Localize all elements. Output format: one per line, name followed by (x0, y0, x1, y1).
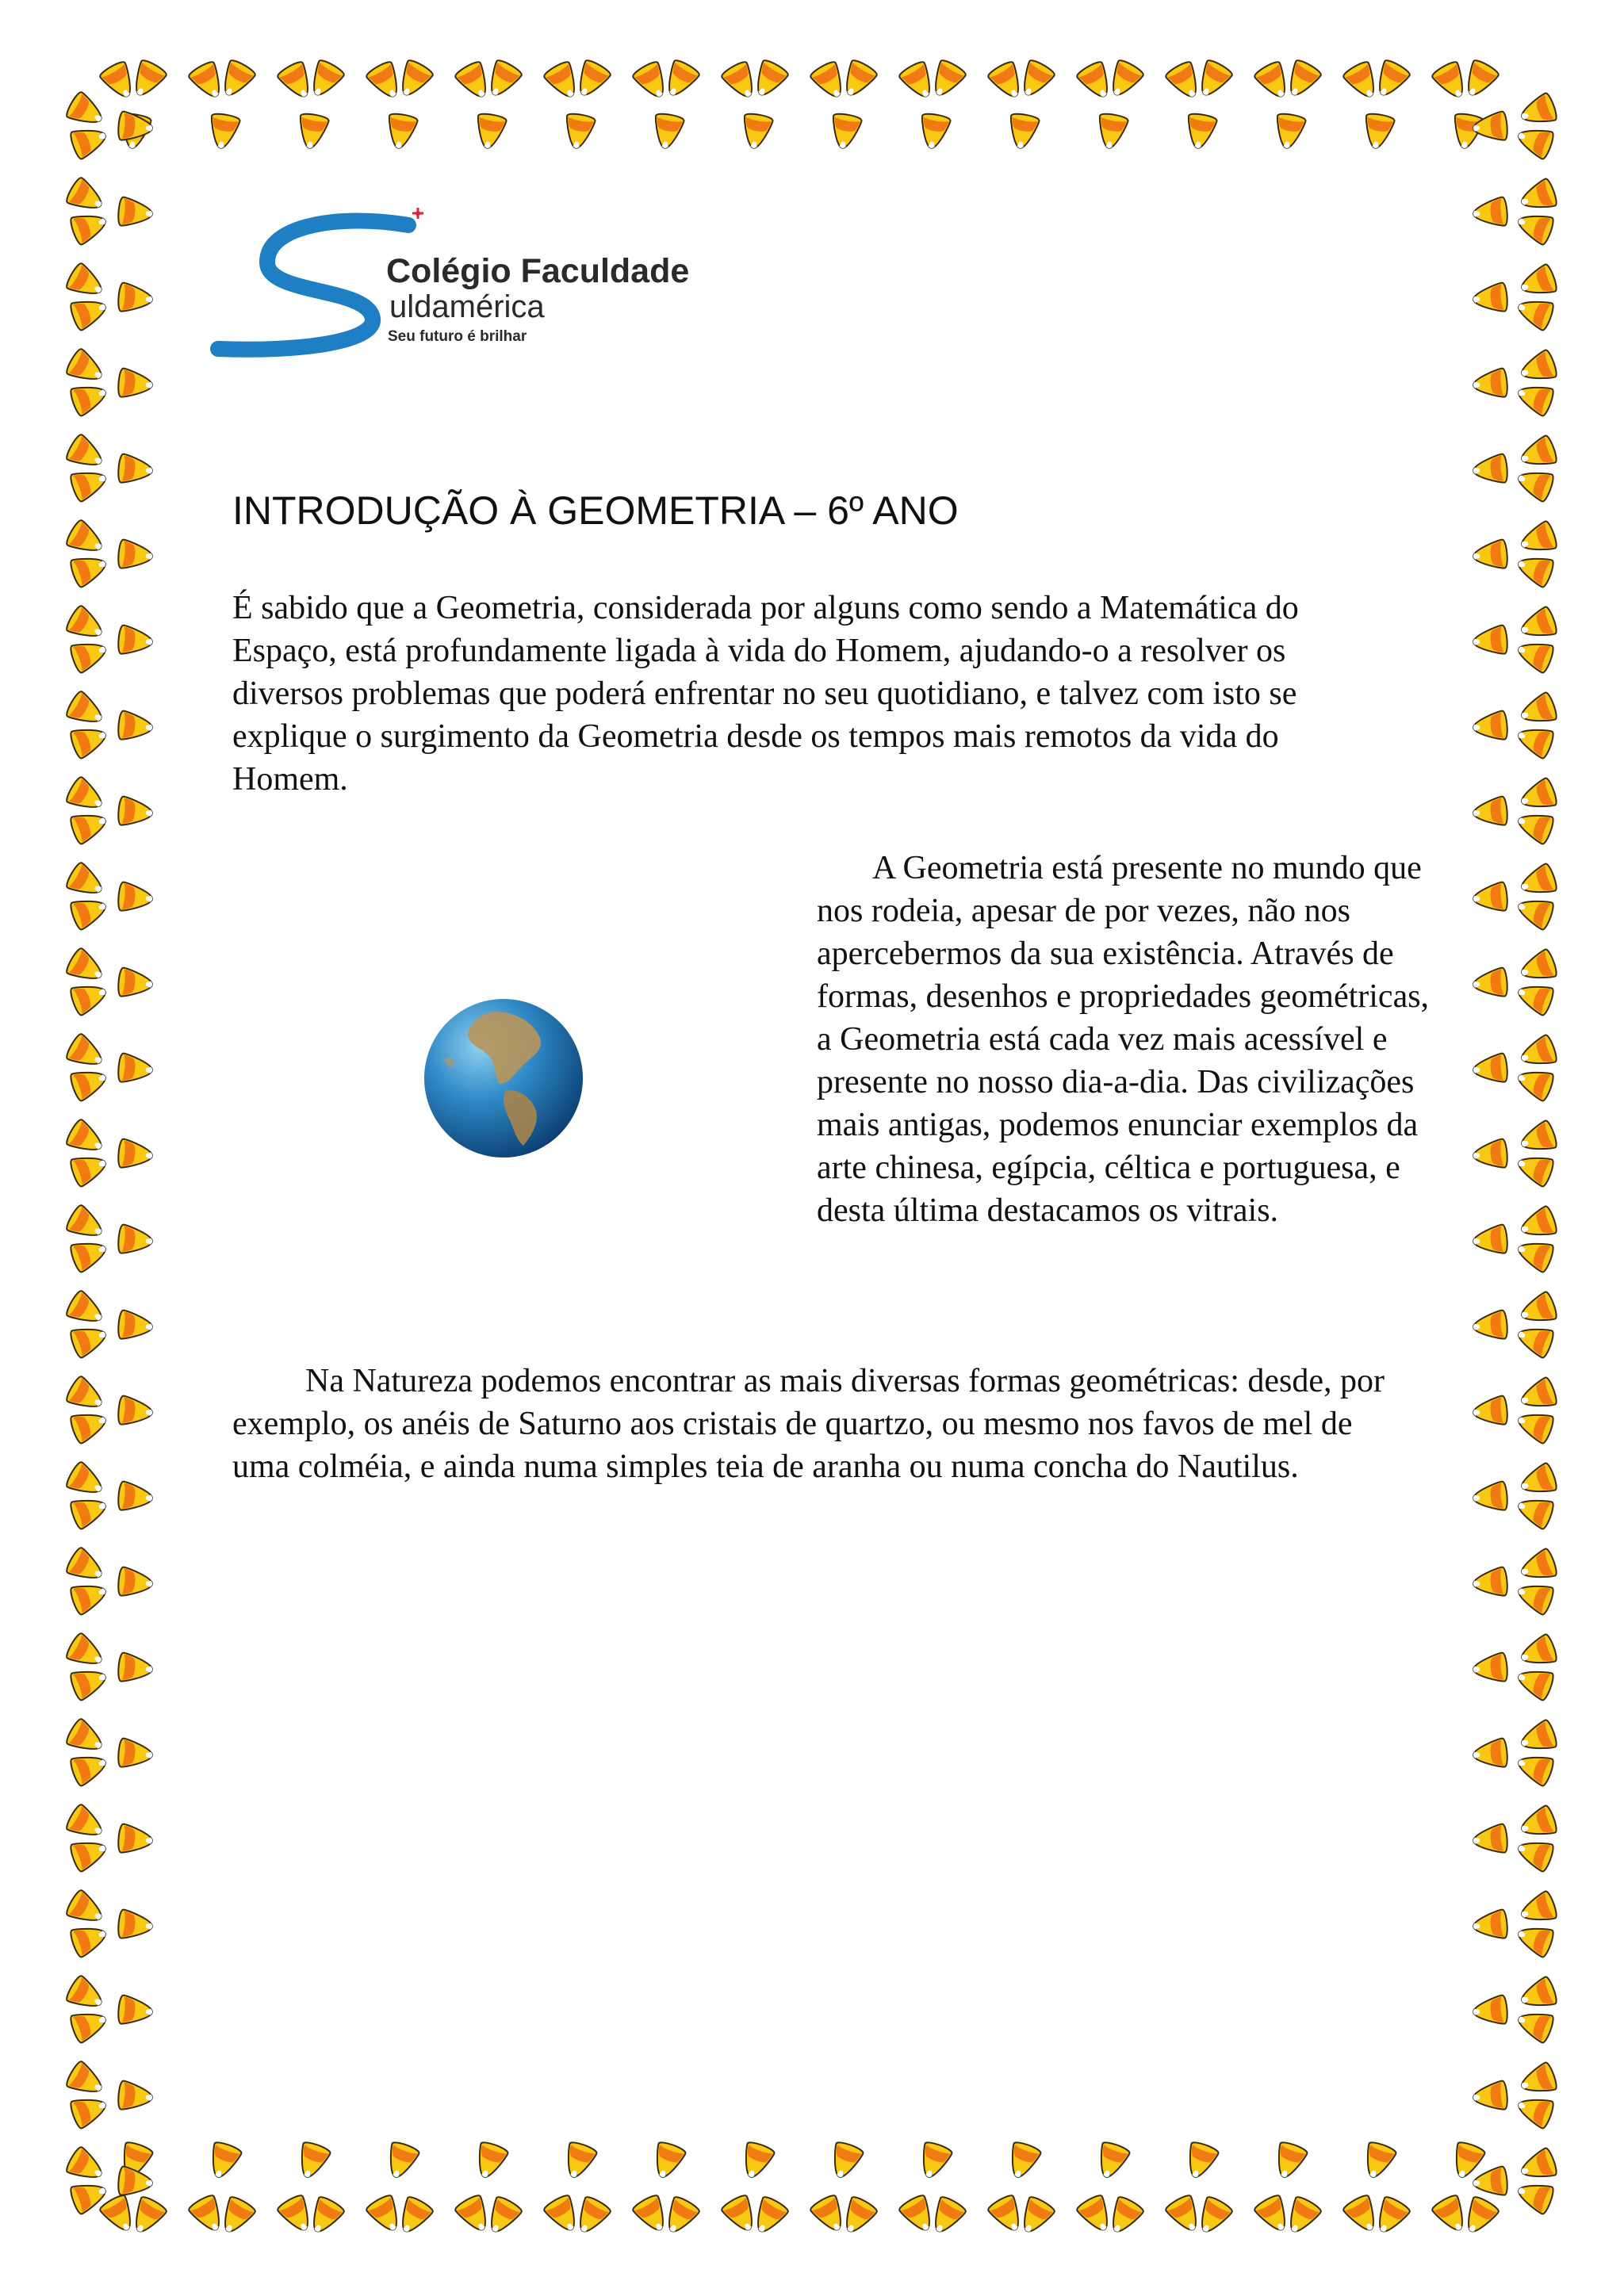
candy-corn-icon (1514, 806, 1555, 844)
candy-corn-icon (117, 539, 154, 571)
candy-corn-icon (276, 2193, 318, 2237)
candy-corn-icon (64, 1203, 108, 1246)
candy-corn-icon (659, 58, 701, 101)
candy-corn-icon (1014, 2195, 1056, 2238)
candy-corn-icon (559, 2141, 597, 2182)
candy-corn-icon (1514, 892, 1555, 930)
candy-corn-icon (69, 892, 110, 930)
candy-corn-icon (304, 2195, 346, 2238)
candy-corn-icon (126, 58, 168, 101)
candy-corn-icon (69, 293, 110, 331)
candy-corn-icon (1514, 1834, 1555, 1872)
page-title: INTRODUÇÃO À GEOMETRIA – 6º ANO (232, 488, 959, 533)
candy-corn-icon (739, 113, 773, 151)
candy-corn-icon (542, 59, 584, 103)
candy-corn-icon (720, 2193, 762, 2237)
candy-corn-icon (898, 59, 940, 103)
candy-corn-icon (1003, 2141, 1041, 2182)
candy-corn-icon (1103, 2195, 1145, 2238)
candy-corn-icon (117, 1995, 154, 2026)
candy-corn-icon (1514, 2005, 1555, 2043)
candy-corn-icon (809, 59, 851, 103)
candy-corn-icon (69, 207, 110, 245)
candy-corn-icon (117, 967, 154, 999)
candy-corn-icon (69, 2005, 110, 2043)
candy-corn-icon (64, 2060, 108, 2102)
candy-corn-icon (117, 111, 154, 143)
candy-corn-icon (1472, 710, 1508, 742)
candy-corn-icon (1514, 549, 1555, 587)
candy-corn-icon (828, 113, 862, 151)
school-slogan: Seu futuro é brilhar (388, 328, 527, 345)
candy-corn-icon (631, 2193, 673, 2237)
candy-corn-icon (1517, 263, 1558, 301)
candy-corn-icon (69, 1919, 110, 1957)
candy-corn-icon (69, 1320, 110, 1358)
candy-corn-icon (393, 2195, 435, 2238)
candy-corn-icon (187, 2193, 229, 2237)
candy-corn-icon (1369, 2195, 1411, 2238)
candy-corn-icon (1517, 2147, 1558, 2185)
candy-corn-icon (64, 1546, 108, 1588)
candy-corn-icon (69, 1234, 110, 1272)
candy-corn-icon (1472, 1652, 1508, 1684)
candy-corn-icon (206, 113, 240, 151)
candy-corn-icon (293, 2141, 331, 2182)
candy-corn-icon (1517, 520, 1558, 558)
candy-corn-icon (64, 347, 108, 389)
candy-corn-icon (1472, 368, 1508, 400)
candy-corn-icon (570, 58, 612, 101)
candy-corn-icon (1253, 2193, 1295, 2237)
candy-corn-icon (1458, 58, 1500, 101)
candy-corn-icon (925, 2195, 967, 2238)
candy-corn-icon (1431, 2193, 1473, 2237)
candy-corn-icon (69, 549, 110, 587)
candy-corn-icon (1281, 58, 1323, 101)
candy-corn-icon (215, 2195, 257, 2238)
paragraph-nature: Na Natureza podemos encontrar as mais diversas formas geométricas: desde, por exemplo, os anéis de Saturno aos cristais de quartzo, ou mesmo nos favos de mel de uma colméia, e ainda numa simples teia de aranha ou numa concha do Nautilus. (232, 1363, 1385, 1485)
candy-corn-icon (1005, 113, 1040, 151)
candy-corn-icon (481, 58, 523, 101)
candy-corn-icon (64, 1803, 108, 1845)
candy-corn-icon (64, 1717, 108, 1759)
candy-corn-icon (117, 796, 154, 828)
candy-corn-icon (69, 635, 110, 673)
candy-corn-icon (925, 58, 967, 101)
candy-corn-icon (1014, 58, 1056, 101)
candy-corn-icon (69, 1491, 110, 1529)
candy-corn-icon (917, 113, 951, 151)
candy-corn-icon (1517, 1804, 1558, 1843)
candy-corn-icon (1472, 539, 1508, 571)
candy-corn-icon (1514, 378, 1555, 416)
candy-corn-icon (117, 1138, 154, 1170)
candy-corn-icon (1472, 197, 1508, 228)
candy-corn-icon (1514, 1149, 1555, 1187)
candy-corn-icon (1517, 1119, 1558, 1158)
candy-corn-icon (1075, 59, 1117, 103)
candy-corn-icon (1514, 207, 1555, 245)
candy-corn-icon (117, 1909, 154, 1941)
candy-corn-icon (1514, 2176, 1555, 2214)
candy-corn-icon (69, 121, 110, 159)
candy-corn-icon (1472, 625, 1508, 656)
candy-corn-icon (64, 1974, 108, 2016)
candy-corn-icon (1514, 1491, 1555, 1529)
candy-corn-icon (1517, 777, 1558, 815)
candy-corn-icon (117, 710, 154, 742)
candy-corn-icon (570, 2195, 612, 2238)
candy-corn-icon (1517, 1976, 1558, 2014)
candy-corn-icon (117, 282, 154, 314)
candy-corn-icon (1514, 1748, 1555, 1786)
candy-corn-icon (1514, 1406, 1555, 1444)
candy-corn-icon (986, 59, 1028, 103)
candy-corn-icon (1517, 1376, 1558, 1414)
candy-corn-icon (1472, 2166, 1508, 2198)
globe-icon (420, 995, 587, 1161)
candy-corn-icon (1281, 2195, 1323, 2238)
candy-corn-icon (1342, 59, 1384, 103)
candy-corn-icon (914, 2141, 952, 2182)
candy-corn-icon (737, 2141, 775, 2182)
candy-corn-icon (64, 1118, 108, 1160)
candy-corn-icon (1164, 2193, 1206, 2237)
candy-corn-icon (1192, 2195, 1234, 2238)
candy-corn-icon (1192, 58, 1234, 101)
candy-corn-icon (1472, 1310, 1508, 1341)
candy-corn-icon (1517, 606, 1558, 644)
candy-corn-icon (64, 1289, 108, 1331)
candy-corn-icon (117, 1823, 154, 1855)
candy-corn-icon (393, 58, 435, 101)
candy-corn-icon (64, 1888, 108, 1931)
candy-corn-icon (1181, 2141, 1219, 2182)
candy-corn-icon (117, 1567, 154, 1598)
candy-corn-icon (381, 2141, 419, 2182)
candy-corn-icon (825, 2141, 864, 2182)
candy-corn-icon (1342, 2193, 1384, 2237)
candy-corn-icon (1472, 282, 1508, 314)
candy-corn-icon (1514, 464, 1555, 502)
candy-corn-icon (117, 625, 154, 656)
candy-corn-icon (187, 59, 229, 103)
candy-corn-icon (1514, 978, 1555, 1016)
candy-corn-icon (1514, 2091, 1555, 2129)
candy-corn-icon (1458, 2195, 1500, 2238)
candy-corn-icon (204, 2141, 242, 2182)
candy-corn-icon (1472, 1395, 1508, 1427)
candy-corn-icon (1514, 1577, 1555, 1615)
candy-corn-icon (1517, 1462, 1558, 1500)
candy-corn-icon (1517, 2061, 1558, 2099)
candy-corn-icon (1472, 967, 1508, 999)
candy-corn-icon (64, 1375, 108, 1417)
candy-corn-icon (69, 464, 110, 502)
candy-corn-icon (1517, 92, 1558, 130)
candy-corn-icon (1094, 113, 1128, 151)
candy-corn-icon (1369, 58, 1411, 101)
candy-corn-icon (295, 113, 329, 151)
candy-corn-icon (631, 59, 673, 103)
candy-corn-icon (648, 2141, 686, 2182)
candy-corn-icon (1472, 1738, 1508, 1770)
candy-corn-icon (126, 2195, 168, 2238)
school-subname: uldamérica (389, 289, 545, 324)
candy-corn-icon (748, 2195, 790, 2238)
candy-corn-icon (64, 519, 108, 561)
candy-corn-icon (1517, 434, 1558, 473)
candy-corn-icon (117, 197, 154, 228)
candy-corn-icon (98, 59, 140, 103)
candy-corn-icon (1517, 1890, 1558, 1928)
candy-corn-icon (650, 113, 684, 151)
candy-corn-icon (481, 2195, 523, 2238)
candy-corn-icon (117, 1053, 154, 1085)
candy-corn-icon (64, 433, 108, 475)
candy-corn-icon (1517, 863, 1558, 901)
candy-corn-icon (69, 378, 110, 416)
candy-corn-icon (1472, 882, 1508, 913)
candy-corn-icon (69, 1149, 110, 1187)
candy-corn-icon (69, 1577, 110, 1615)
candy-corn-icon (1517, 948, 1558, 986)
candy-corn-icon (1514, 1919, 1555, 1957)
candy-corn-icon (837, 2195, 879, 2238)
candy-corn-icon (1472, 1481, 1508, 1513)
candy-corn-icon (117, 1395, 154, 1427)
candy-corn-icon (1472, 1909, 1508, 1941)
candy-corn-icon (1517, 178, 1558, 216)
candy-corn-icon (64, 690, 108, 732)
candy-corn-icon (837, 58, 879, 101)
candy-corn-icon (454, 2193, 496, 2237)
candy-corn-icon (561, 113, 596, 151)
candy-corn-icon (1517, 691, 1558, 729)
candy-corn-icon (365, 2193, 407, 2237)
candy-corn-icon (1472, 1995, 1508, 2026)
candy-corn-icon (64, 1032, 108, 1074)
candy-corn-icon (64, 90, 108, 132)
candy-corn-icon (1270, 2141, 1308, 2182)
candy-corn-icon (659, 2195, 701, 2238)
candy-corn-icon (809, 2193, 851, 2237)
candy-corn-icon (720, 59, 762, 103)
candy-corn-icon (117, 453, 154, 485)
candy-corn-icon (69, 978, 110, 1016)
candy-corn-icon (898, 2193, 940, 2237)
candy-corn-icon (454, 59, 496, 103)
candy-corn-icon (117, 1310, 154, 1341)
candy-corn-icon (470, 2141, 508, 2182)
candy-corn-icon (64, 1632, 108, 1674)
candy-corn-icon (215, 58, 257, 101)
candy-corn-icon (64, 775, 108, 817)
candy-corn-icon (98, 2193, 140, 2237)
candy-corn-icon (304, 58, 346, 101)
candy-corn-icon (1075, 2193, 1117, 2237)
candy-corn-icon (1472, 1138, 1508, 1170)
candy-corn-icon (69, 1406, 110, 1444)
candy-corn-icon (748, 58, 790, 101)
candy-corn-icon (69, 1063, 110, 1101)
candy-corn-icon (117, 882, 154, 913)
candy-corn-icon (64, 1460, 108, 1502)
candy-corn-icon (1514, 635, 1555, 673)
candy-corn-icon (1514, 293, 1555, 331)
candy-corn-icon (117, 1738, 154, 1770)
candy-corn-icon (276, 59, 318, 103)
school-logo (210, 208, 797, 358)
candy-corn-icon (117, 1224, 154, 1256)
candy-corn-icon (1514, 1234, 1555, 1272)
candy-corn-icon (542, 2193, 584, 2237)
candy-corn-icon (1517, 349, 1558, 387)
candy-corn-icon (1272, 113, 1306, 151)
school-name: Colégio Faculdade (386, 252, 690, 290)
candy-corn-icon (1517, 1205, 1558, 1243)
candy-corn-icon (1183, 113, 1217, 151)
candy-corn-icon (1472, 1823, 1508, 1855)
candy-corn-icon (1253, 59, 1295, 103)
paragraph-intro: É sabido que a Geometria, considerada por alguns como sendo a Matemática do Espaço, está profundamente ligada à vida do Homem, ajudando-o a resolver os diversos problemas que poderá enfrentar no seu quotidiano, e talvez com isto se explique o surgimento da Geometria desde os tempos mais remotos da vida do Homem. (232, 590, 1299, 798)
candy-corn-icon (384, 113, 418, 151)
candy-corn-icon (69, 721, 110, 759)
candy-corn-icon (1517, 1719, 1558, 1757)
candy-corn-icon (1514, 1320, 1555, 1358)
candy-corn-icon (64, 861, 108, 903)
candy-corn-icon (1431, 59, 1473, 103)
candy-corn-icon (1514, 721, 1555, 759)
candy-corn-icon (1164, 59, 1206, 103)
candy-corn-icon (1517, 1548, 1558, 1586)
candy-corn-icon (473, 113, 507, 151)
candy-corn-icon (117, 2166, 154, 2198)
candy-corn-icon (1514, 121, 1555, 159)
candy-corn-icon (117, 368, 154, 400)
candy-corn-icon (64, 262, 108, 304)
candy-corn-icon (1472, 2080, 1508, 2112)
candy-corn-icon (1472, 1224, 1508, 1256)
paragraph-presence: A Geometria está presente no mundo que nos rodeia, apesar de por vezes, não nos apercebermos da sua existência. Através de formas, desenhos e propriedades geométricas, a Geometria está cada vez mais acessível e presente no nosso dia-a-dia. Das civilizações mais antigas, podemos enunciar exemplos da arte chinesa, egípcia, céltica e portuguesa, e desta última destacamos os vitrais. (817, 850, 1430, 1229)
candy-corn-icon (117, 1481, 154, 1513)
candy-corn-icon (69, 1748, 110, 1786)
candy-corn-icon (1472, 796, 1508, 828)
candy-corn-icon (1103, 58, 1145, 101)
candy-corn-icon (1472, 453, 1508, 485)
candy-corn-icon (64, 947, 108, 989)
candy-corn-icon (1472, 1053, 1508, 1085)
candy-corn-icon (1092, 2141, 1130, 2182)
candy-corn-icon (1361, 113, 1395, 151)
candy-corn-icon (69, 1834, 110, 1872)
candy-corn-icon (1514, 1063, 1555, 1101)
candy-corn-icon (1358, 2141, 1396, 2182)
candy-corn-icon (365, 59, 407, 103)
candy-corn-icon (69, 1663, 110, 1701)
candy-corn-icon (69, 2091, 110, 2129)
candy-corn-icon (1517, 1291, 1558, 1329)
candy-corn-icon (1517, 1633, 1558, 1671)
candy-corn-icon (986, 2193, 1028, 2237)
candy-corn-icon (69, 806, 110, 844)
candy-corn-icon (64, 176, 108, 218)
candy-corn-icon (1517, 1034, 1558, 1072)
candy-corn-icon (64, 2145, 108, 2187)
candy-corn-icon (117, 1652, 154, 1684)
candy-corn-icon (1472, 1567, 1508, 1598)
candy-corn-icon (117, 2080, 154, 2112)
candy-corn-icon (64, 604, 108, 646)
candy-corn-icon (1514, 1663, 1555, 1701)
